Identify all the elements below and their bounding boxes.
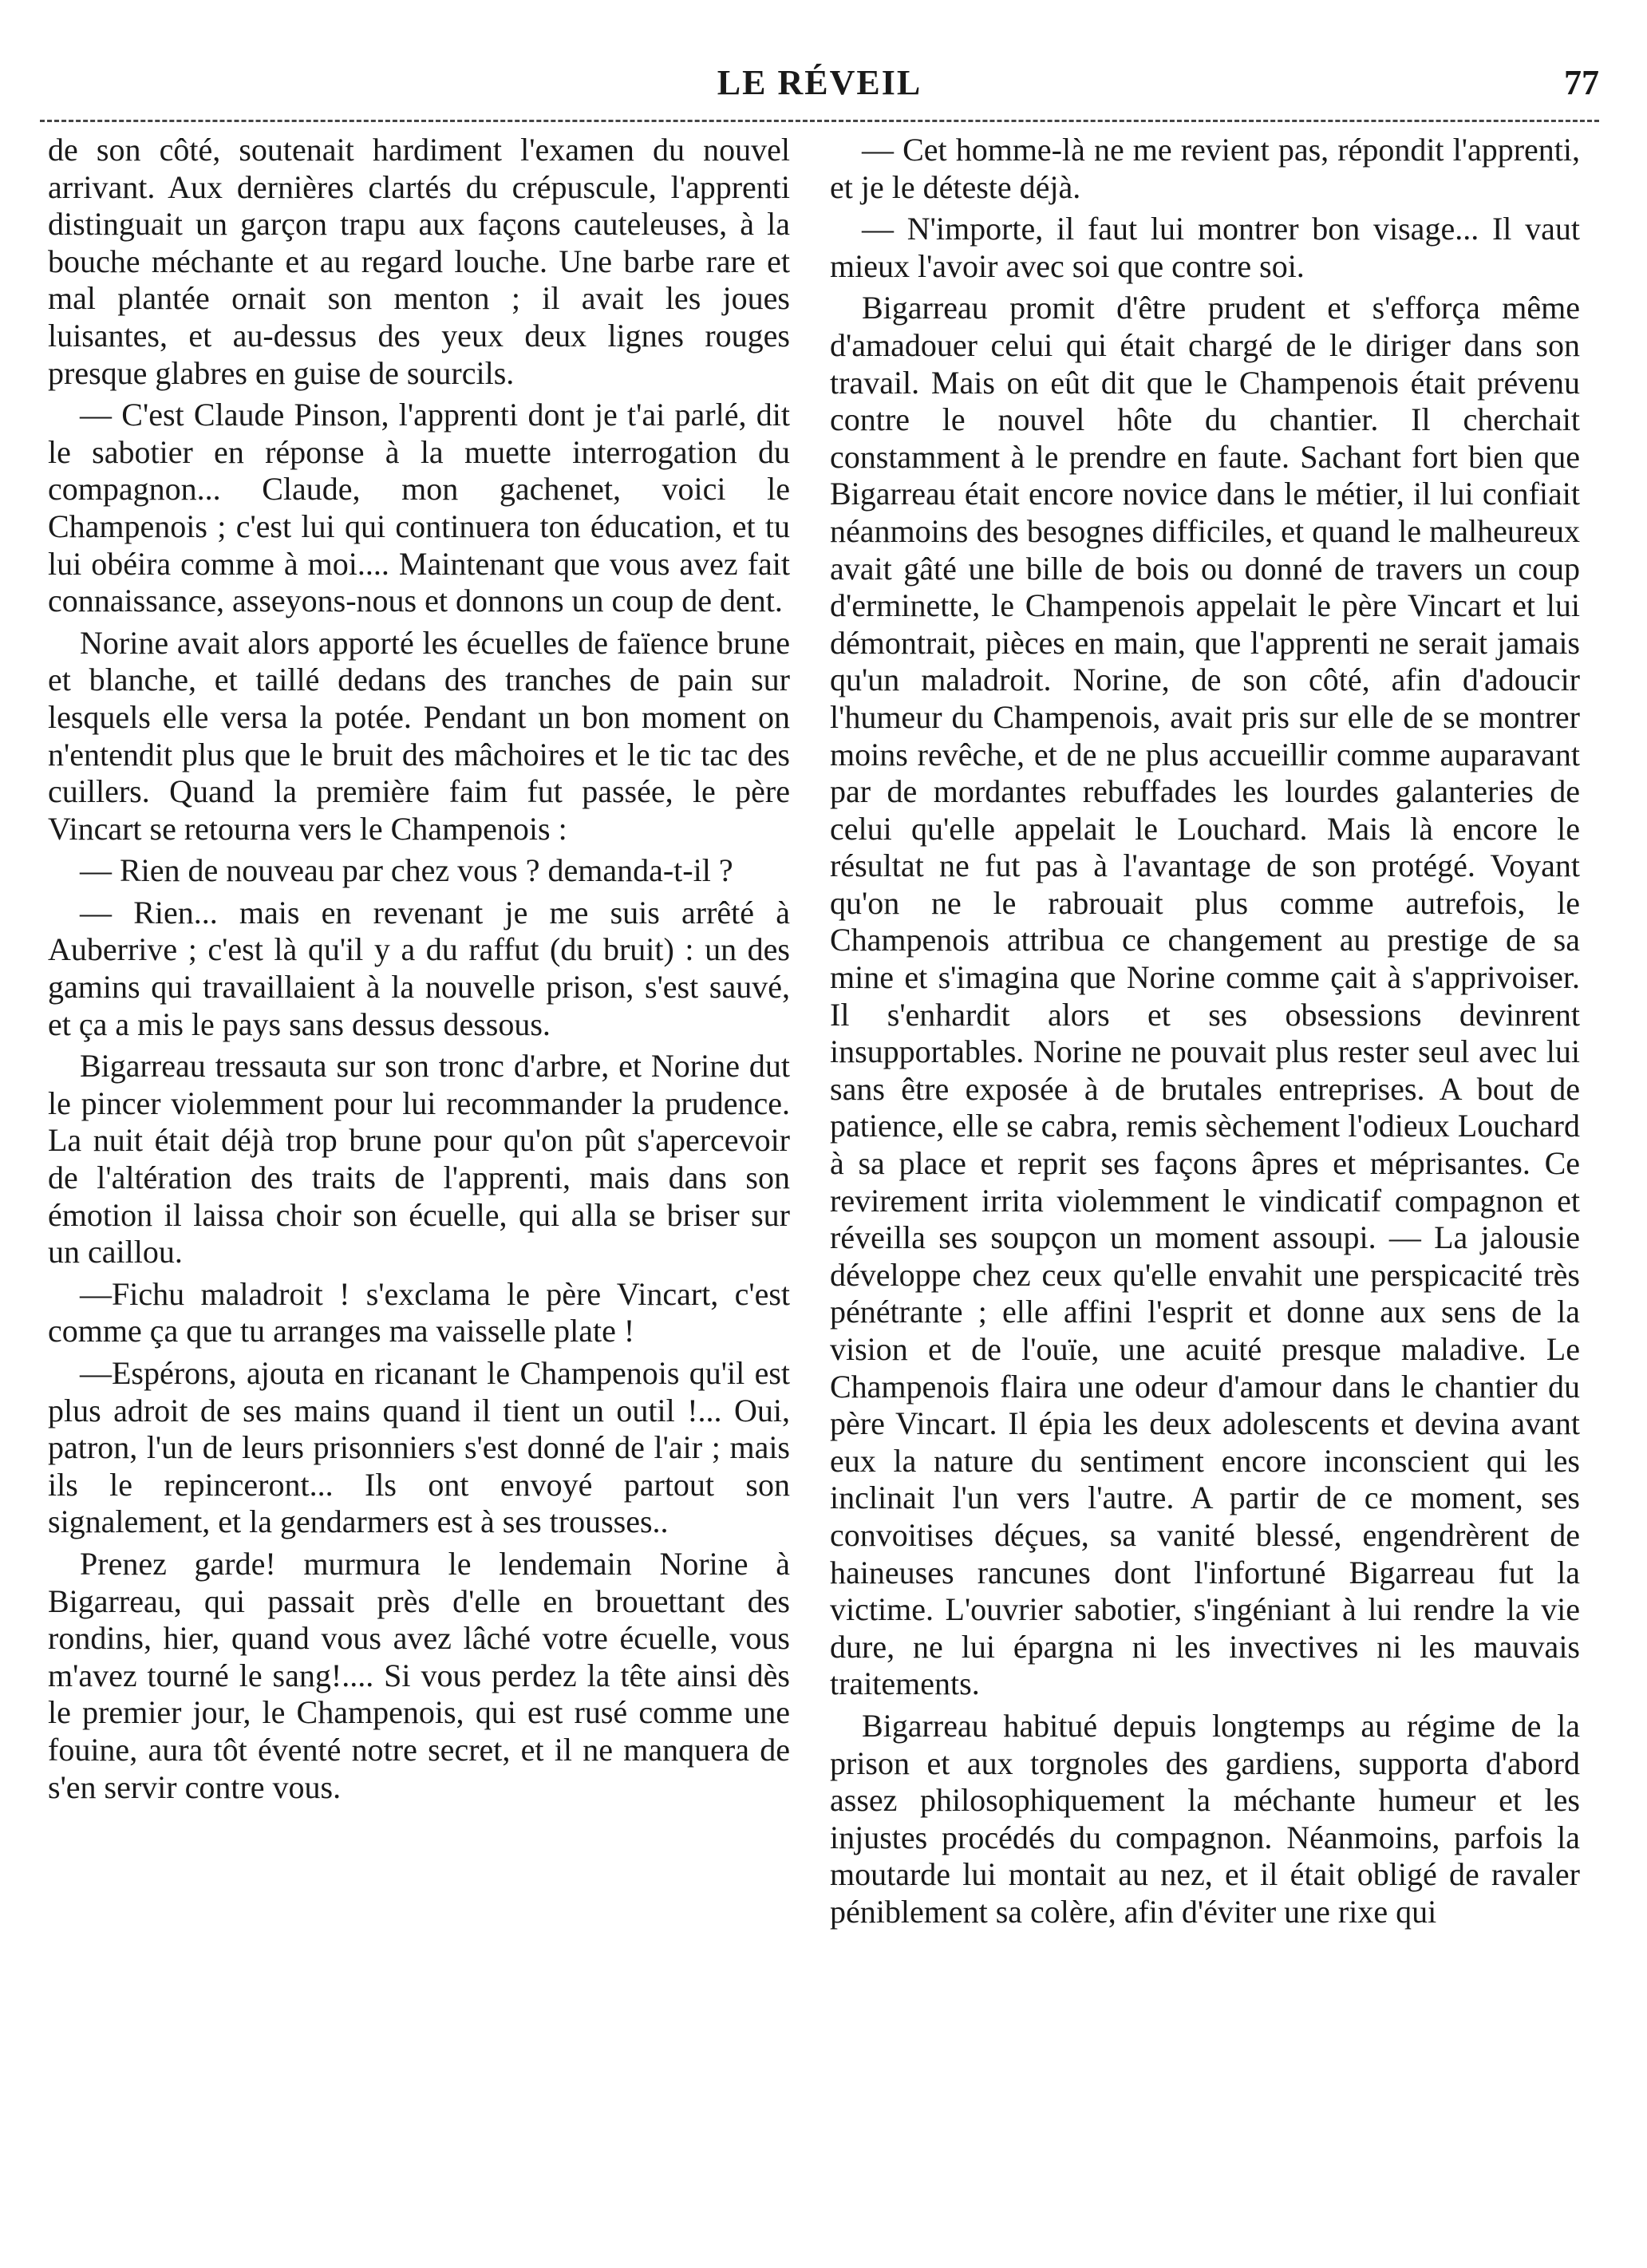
paragraph: Bigarreau tressauta sur son tronc d'arbre, et Norine dut le pincer violemment pour lui recommander la prudence. La nuit était déjà trop brune pour qu'on pût s'apercevoir de l'altération des traits de l'apprenti, mais dans son émotion il laissa choir son écuelle, qui alla se briser sur un caillou.: [48, 1048, 790, 1270]
paragraph: de son côté, soutenait hardiment l'examen du nouvel arrivant. Aux dernières clartés du crépuscule, l'apprenti distinguait un garçon trapu aux façons cauteleuses, à la bouche méchante et au regard louche. Une barbe rare et mal plantée ornait son menton ; il avait les joues luisantes, et au-dessus des yeux deux lignes rouges presque glabres en guise de sourcils.: [48, 132, 790, 391]
header-rule: [40, 120, 1599, 122]
running-title: LE RÉVEIL: [717, 63, 922, 102]
paragraph: —Fichu maladroit ! s'exclama le père Vincart, c'est comme ça que tu arranges ma vaisselle plate !: [48, 1275, 790, 1349]
page-number: 77: [1564, 63, 1599, 102]
paragraph: — Cet homme-là ne me revient pas, répondit l'apprenti, et je le déteste déjà.: [830, 132, 1580, 205]
paragraph: Prenez garde! murmura le lendemain Norine à Bigarreau, qui passait près d'elle en brouettant des rondins, hier, quand vous avez lâché votre écuelle, vous m'avez tourné le sang!.... Si vous perdez la tête ainsi dès le premier jour, le Champenois, qui est rusé comme une fouine, aura tôt éventé notre secret, et il ne manquera de s'en servir contre vous.: [48, 1545, 790, 1805]
left-column: [48, 132, 790, 1811]
paragraph: —Espérons, ajouta en ricanant le Champenois qu'il est plus adroit de ses mains quand il tient un outil !... Oui, patron, l'un de leurs prisonniers s'est donné de l'air ; mais ils le repinceront... Ils ont envoyé partout son signalement, et la gendarmers est à ses trousses..: [48, 1355, 790, 1540]
paragraph: — N'importe, il faut lui montrer bon visage... Il vaut mieux l'avoir avec soi que contre soi.: [830, 211, 1580, 284]
paragraph: Bigarreau promit d'être prudent et s'efforça même d'amadouer celui qui était chargé de le diriger dans son travail. Mais on eût dit que le Champenois était prévenu contre le nouvel hôte du chantier. Il cherchait constamment à le prendre en faute. Sachant fort bien que Bigarreau était encore novice dans le métier, il lui confiait néanmoins des besognes difficiles, et quand le malheureux avait gâté une bille de bois ou donné de travers un coup d'erminette, le Champenois appelait le père Vincart et lui démontrait, pièces en main, que l'apprenti ne serait jamais qu'un maladroit. Norine, de son côté, afin d'adoucir l'humeur du Champenois, avait pris sur elle de se montrer moins revêche, et de ne plus accueillir comme auparavant par de mordantes rebuffades les lourdes galanteries de celui qu'elle appelait le Louchard. Mais là encore le résultat ne fut pas à l'avantage de son protégé. Voyant qu'on ne le rabrouait plus comme autrefois, le Champenois attribua ce changement au prestige de sa mine et s'imagina que Norine comme çait à s'apprivoiser. Il s'enhardit alors et ses obsessions devinrent insupportables. Norine ne pouvait plus rester seul avec lui sans être exposée à de brutales entreprises. A bout de patience, elle se cabra, remis sèchement l'odieux Louchard à sa place et reprit ses façons âpres et méprisantes. Ce revirement irrita violemment le vindicatif compagnon et réveilla ses soupçon un moment assoupi. — La jalousie développe chez ceux qu'elle envahit une perspicacité très pénétrante ; elle affini l'esprit et donne aux sens de la vision et de l'ouïe, une acuité presque maladive. Le Champenois flaira une odeur d'amour dans le chantier du père Vincart. Il épia les deux adolescents et devina avant eux la nature du sentiment encore inconscient qui les inclinait l'un vers l'autre. A partir de ce moment, ses convoitises déçues, sa vanité blessé, engendrèrent de haineuses rancunes dont l'infortuné Bigarreau fut la victime. L'ouvrier sabotier, s'ingéniant à lui rendre la vie dure, ne lui épargna ni les invectives ni les mauvais traitements.: [830, 290, 1580, 1702]
paragraph: Bigarreau habitué depuis longtemps au régime de la prison et aux torgnoles des gardiens, supporta d'abord assez philosophiquement la méchante humeur et les injustes procédés du compagnon. Néanmoins, parfois la moutarde lui montait au nez, et il était obligé de ravaler péniblement sa colère, afin d'éviter une rixe qui: [830, 1707, 1580, 1930]
page-header: [40, 62, 1599, 110]
paragraph: — Rien de nouveau par chez vous ? demanda-t-il ?: [80, 852, 733, 889]
paragraph: Norine avait alors apporté les écuelles de faïence brune et blanche, et taillé dedans des tranches de pain sur lesquels elle versa la potée. Pendant un bon moment on n'entendit plus que le bruit des mâchoires et le tic tac des cuillers. Quand la première faim fut passée, le père Vincart se retourna vers le Champenois :: [48, 624, 790, 847]
paragraph: — Rien... mais en revenant je me suis arrêté à Auberrive ; c'est là qu'il y a du raffut (du bruit) : un des gamins qui travaillaient à la nouvelle prison, s'est sauvé, et ça a mis le pays sans dessus dessous.: [48, 894, 790, 1042]
paragraph: — C'est Claude Pinson, l'apprenti dont je t'ai parlé, dit le sabotier en réponse à la muette interrogation du compagnon... Claude, mon gachenet, voici le Champenois ; c'est lui qui continuera ton éducation, et tu lui obéira comme à moi.... Maintenant que vous avez fait connaissance, asseyons-nous et donnons un coup de dent.: [48, 397, 790, 619]
right-column: [830, 132, 1580, 1936]
